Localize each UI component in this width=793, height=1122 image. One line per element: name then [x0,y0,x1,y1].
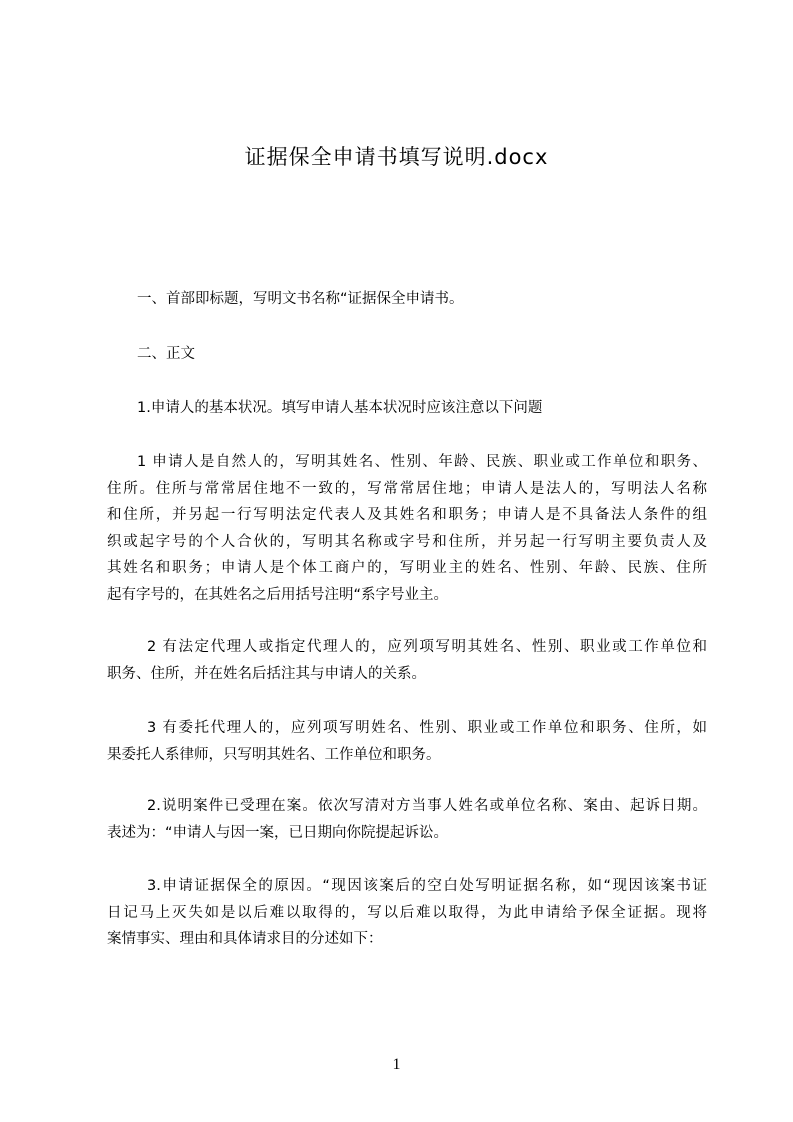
document-title: 证据保全申请书填写说明.docx [244,145,549,169]
paragraph-line: 表述为：“申请人与因一案，已日期向你院提起诉讼。 [107,824,449,841]
paragraph-line: 职务、住所，并在姓名后括注其与申请人的关系。 [107,665,426,682]
paragraph-line: 日记马上灭失如是以后难以取得的，写以后难以取得，为此申请给予保全证据。现将 [107,904,707,921]
paragraph-line: 一、首部即标题，写明文书名称“证据保全申请书。 [137,291,464,307]
paragraph-natural-person [107,449,707,608]
section-heading-body [107,341,707,368]
paragraph-line: 1.申请人的基本状况。填写申请人基本状况时应该注意以下问题 [137,400,543,416]
paragraph-line: 住所。住所与常常居住地不一致的，写常常居住地；申请人是法人的，写明法人名称 [107,480,707,497]
item-preservation-reason [107,873,707,953]
paragraph-line: 起有字号的，在其姓名之后用括号注明“系字号业主。 [107,586,449,603]
paragraph-legal-agent [107,634,707,687]
paragraph-line: 3.申请证据保全的原因。“现因该案后的空白处写明证据名称，如“现因该案书证 [147,878,707,894]
section-heading-header [107,286,707,313]
item-applicant-status [107,395,707,422]
paragraph-line: 二、正文 [137,346,195,362]
paragraph-line: 1 申请人是自然人的，写明其姓名、性别、年龄、民族、职业或工作单位和职务、 [137,454,707,470]
page-number: 1 [392,1056,401,1073]
item-case-accepted [107,793,707,846]
paragraph-line: 案情事实、理由和具体请求目的分述如下： [107,931,383,947]
paragraph-line: 其姓名和职务；申请人是个体工商户的，写明业主的姓名、性别、年龄、民族、住所 [107,560,707,576]
paragraph-line: 3 有委托代理人的，应列项写明姓名、性别、职业或工作单位和职务、住所，如 [147,720,707,736]
paragraph-line: 2.说明案件已受理在案。依次写清对方当事人姓名或单位名称、案由、起诉日期。 [147,798,707,814]
paragraph-entrusted-agent [107,715,707,768]
paragraph-line: 和住所，并另起一行写明法定代表人及其姓名和职务；申请人是不具备法人条件的组 [107,507,707,523]
paragraph-line: 织或起字号的个人合伙的，写明其名称或字号和住所，并另起一行写明主要负责人及 [107,533,707,550]
paragraph-line: 果委托人系律师，只写明其姓名、工作单位和职务。 [107,746,441,763]
paragraph-line: 2 有法定代理人或指定代理人的，应列项写明其姓名、性别、职业或工作单位和 [147,639,707,655]
